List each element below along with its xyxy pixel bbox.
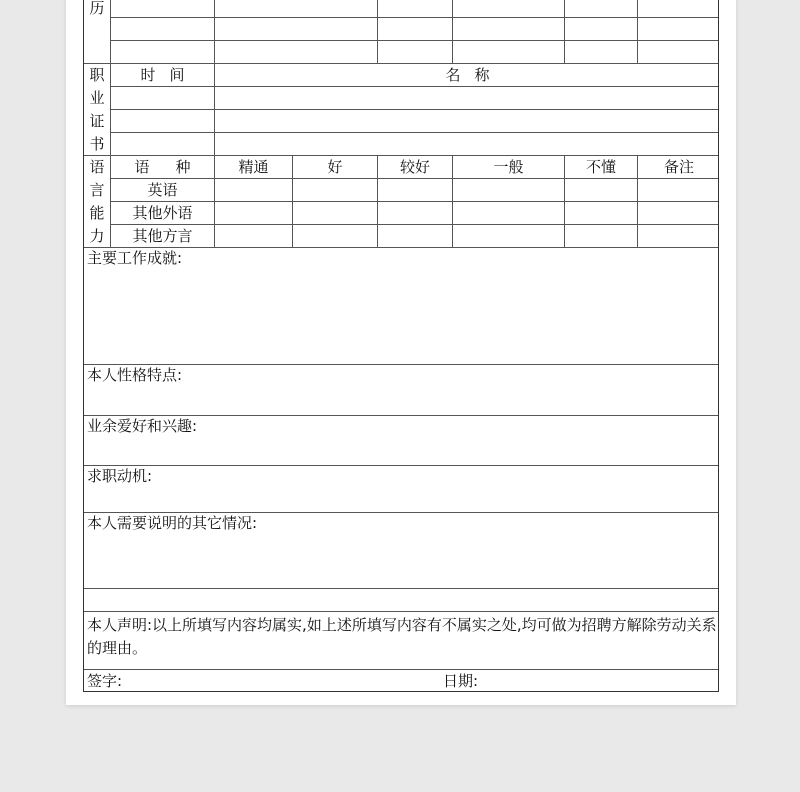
language-level-cell[interactable] (293, 179, 378, 202)
motivation-label: 求职动机: (87, 467, 153, 485)
language-level-cell[interactable] (565, 202, 638, 225)
header-text: 名称 (445, 65, 504, 84)
certificates-label-char: 业 (89, 89, 105, 107)
language-level-cell[interactable] (378, 179, 453, 202)
education-cell[interactable] (215, 41, 378, 64)
education-cell[interactable] (453, 0, 565, 18)
education-cell[interactable] (638, 18, 719, 41)
language-level-cell[interactable] (378, 202, 453, 225)
language-level-cell[interactable] (565, 225, 638, 248)
certificate-name-cell[interactable] (215, 133, 719, 156)
education-cell[interactable] (638, 0, 719, 18)
language-level-cell[interactable] (565, 179, 638, 202)
language-level-cell[interactable] (453, 202, 565, 225)
education-cell[interactable] (638, 41, 719, 64)
resume-form-table (83, 0, 719, 692)
education-label (84, 0, 111, 64)
language-level-cell[interactable] (215, 202, 293, 225)
language-label-char: 言 (89, 181, 105, 199)
education-label-char: 历 (89, 0, 105, 17)
language-header-type (111, 156, 215, 179)
language-label-char: 能 (89, 204, 105, 222)
education-cell[interactable] (111, 18, 215, 41)
certificate-time-cell[interactable] (111, 133, 215, 156)
declaration-text: 本人声明:以上所填写内容均属实,如上述所填写内容有不属实之处,均可做为招聘方解除劳动关系的理由。 (84, 612, 719, 670)
language-level-cell[interactable] (293, 225, 378, 248)
education-cell[interactable] (565, 18, 638, 41)
education-cell[interactable] (453, 41, 565, 64)
education-cell[interactable] (111, 41, 215, 64)
education-cell[interactable] (215, 18, 378, 41)
header-text: 语种 (134, 157, 217, 176)
education-cell[interactable] (378, 0, 453, 18)
language-level-cell[interactable] (378, 225, 453, 248)
hobbies-label: 业余爱好和兴趣: (87, 417, 198, 435)
motivation-field[interactable] (84, 466, 719, 513)
language-header-notes: 备注 (638, 156, 719, 179)
certificates-header-time (111, 64, 215, 87)
language-row-label: 其他方言 (111, 225, 215, 248)
language-header-level: 好 (293, 156, 378, 179)
language-label-char: 语 (89, 158, 105, 176)
language-header-level: 较好 (378, 156, 453, 179)
date-label: 日期: (443, 672, 479, 690)
signature-field[interactable] (84, 670, 444, 692)
language-level-cell[interactable] (215, 179, 293, 202)
language-level-cell[interactable] (215, 225, 293, 248)
language-level-cell[interactable] (453, 225, 565, 248)
certificate-time-cell[interactable] (111, 110, 215, 133)
education-cell[interactable] (378, 18, 453, 41)
education-cell[interactable] (453, 18, 565, 41)
blank-row[interactable] (84, 589, 719, 612)
language-notes-cell[interactable] (638, 202, 719, 225)
certificate-name-cell[interactable] (215, 110, 719, 133)
achievements-label: 主要工作成就: (87, 249, 183, 267)
achievements-field[interactable] (84, 248, 719, 365)
language-level-cell[interactable] (293, 202, 378, 225)
hobbies-field[interactable] (84, 416, 719, 466)
certificate-name-cell[interactable] (215, 87, 719, 110)
language-header-level: 一般 (453, 156, 565, 179)
certificates-label (84, 64, 111, 156)
personality-field[interactable] (84, 365, 719, 416)
other-notes-field[interactable] (84, 513, 719, 589)
language-header-level: 精通 (215, 156, 293, 179)
language-notes-cell[interactable] (638, 225, 719, 248)
other-notes-label: 本人需要说明的其它情况: (87, 514, 258, 532)
header-text: 时间 (140, 65, 199, 84)
language-label-char: 力 (89, 227, 105, 245)
education-cell[interactable] (565, 41, 638, 64)
language-level-cell[interactable] (453, 179, 565, 202)
signature-label: 签字: (87, 672, 123, 690)
education-cell[interactable] (565, 0, 638, 18)
language-row-label: 其他外语 (111, 202, 215, 225)
certificate-time-cell[interactable] (111, 87, 215, 110)
certificates-header-name (215, 64, 719, 87)
language-label (84, 156, 111, 248)
language-row-label: 英语 (111, 179, 215, 202)
personality-label: 本人性格特点: (87, 366, 183, 384)
education-cell[interactable] (215, 0, 378, 18)
education-cell[interactable] (378, 41, 453, 64)
education-cell[interactable] (111, 0, 215, 18)
certificates-label-char: 职 (89, 66, 105, 84)
language-notes-cell[interactable] (638, 179, 719, 202)
date-field[interactable] (440, 670, 719, 692)
certificates-label-char: 书 (89, 135, 105, 153)
language-header-level: 不懂 (565, 156, 638, 179)
certificates-label-char: 证 (89, 112, 105, 130)
